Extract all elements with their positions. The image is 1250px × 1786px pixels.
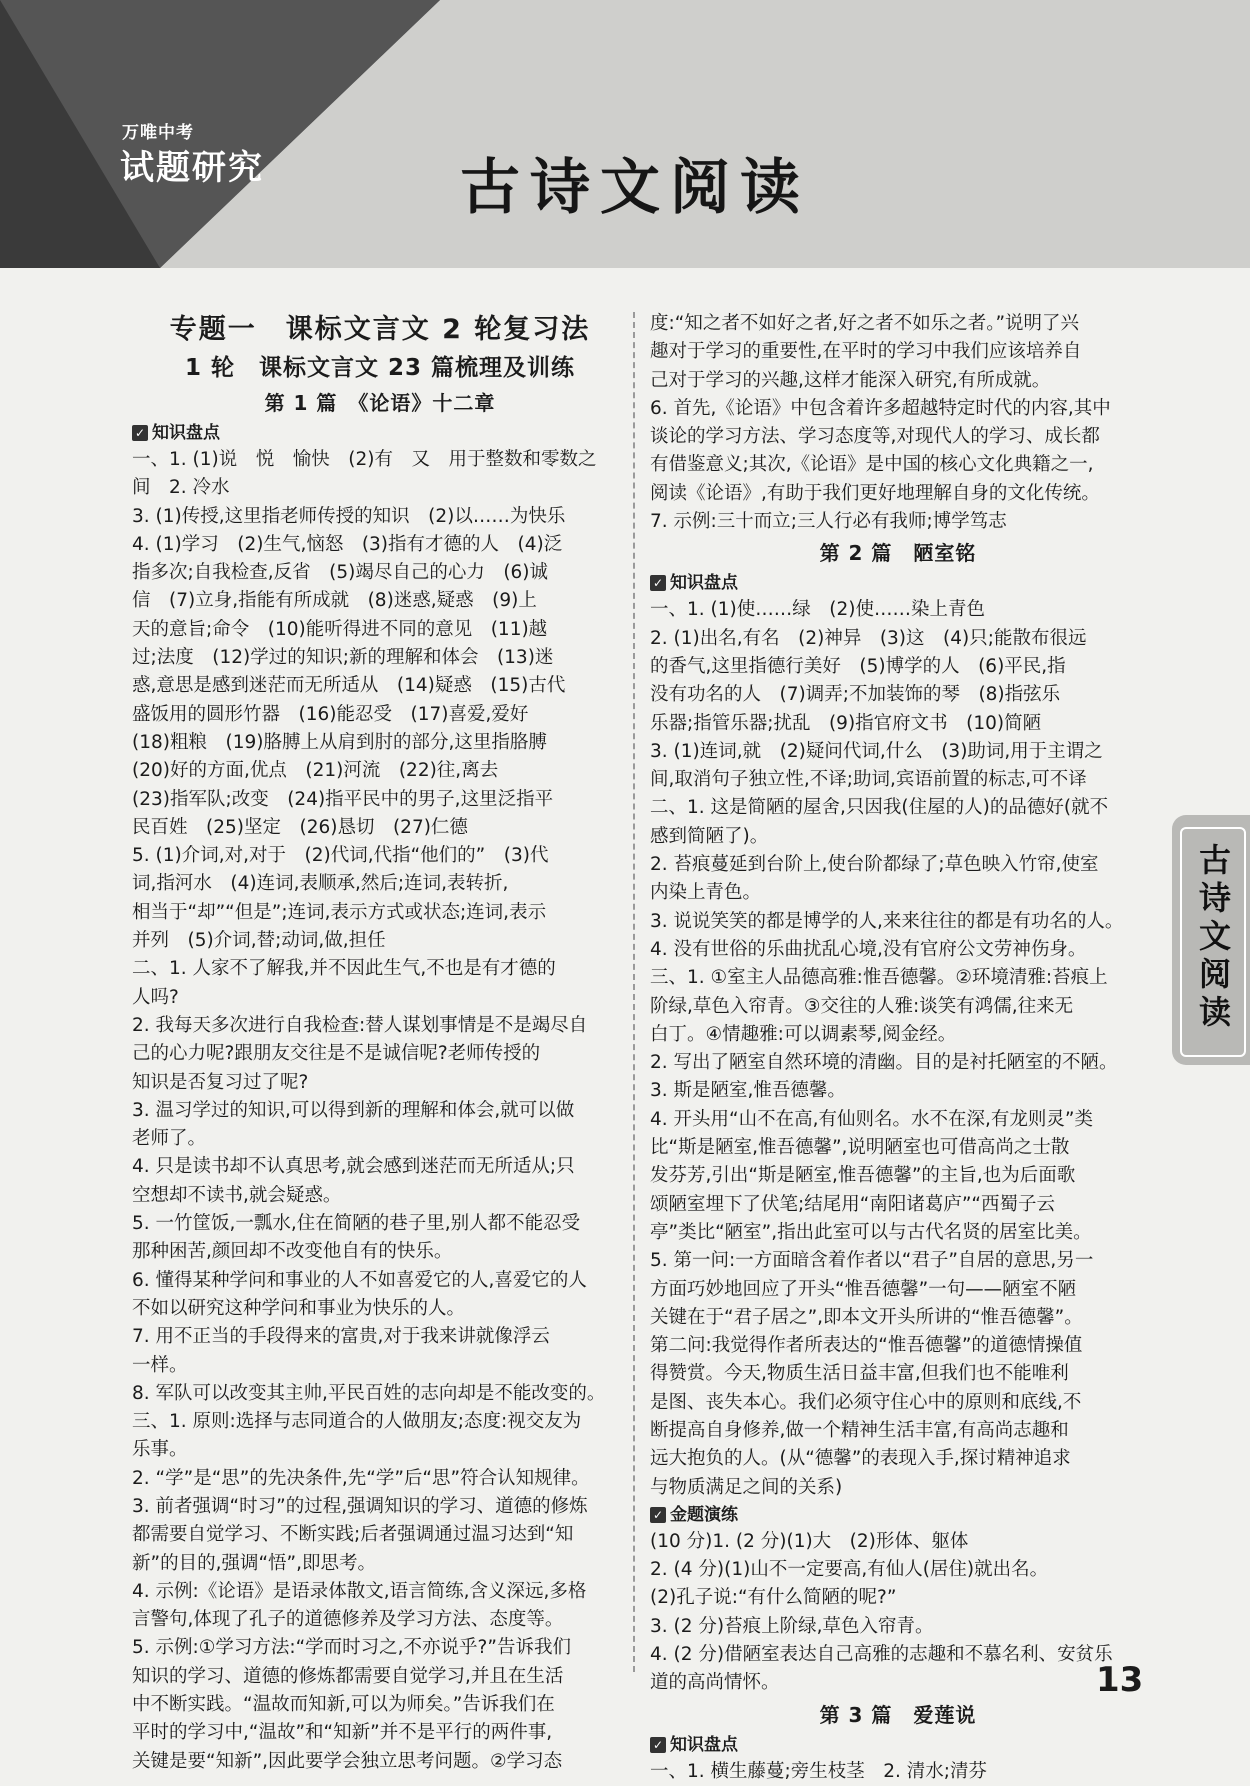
answer-line: 人吗? [132, 986, 179, 1008]
answer-line: 指多次;自我检查,反省 (5)竭尽自己的心力 (6)诚 [132, 562, 549, 584]
section-heading-2: 第 2 篇 陋室铭 [819, 541, 977, 566]
knowledge-label-text: 知识盘点 [670, 573, 738, 594]
answer-line: 信 (7)立身,指能有所成就 (8)迷惑,疑惑 (9)上 [132, 590, 537, 612]
answer-line: 3. 说说笑笑的都是博学的人,来来往往的都是有功名的人。 [650, 910, 1124, 932]
answer-line: 老师了。 [132, 1128, 207, 1150]
answer-line: 3. 斯是陋室,惟吾德馨。 [650, 1080, 846, 1102]
answer-line: 7. 用不正当的手段得来的富贵,对于我来讲就像浮云 [132, 1326, 550, 1348]
answer-line: 三、1. 原则:选择与志同道合的人做朋友;态度:视交友为 [132, 1411, 582, 1433]
answer-line: 2. (1)出名,有名 (2)神异 (3)这 (4)只;能散布很远 [650, 627, 1087, 649]
side-tab [1172, 815, 1250, 1065]
check-icon: ✓ [650, 1737, 666, 1753]
left-column [132, 310, 628, 1776]
answer-line: 己对于学习的兴趣,这样才能深入研究,有所成就。 [650, 369, 1051, 391]
answer-line: (2)孔子说:“有什么简陋的呢?” [650, 1587, 897, 1609]
answer-line: 亭”类比“陋室”,指出此室可以与古代名贤的居室比美。 [650, 1221, 1092, 1243]
answer-line: 关键是要“知新”,因此要学会独立思考问题。②学习态 [132, 1750, 563, 1772]
answer-line: 4. (2 分)借陋室表达自己高雅的志趣和不慕名利、安贫乐 [650, 1644, 1113, 1666]
answer-line: (23)指军队;改变 (24)指平民中的男子,这里泛指平 [132, 788, 554, 810]
round-heading: 1 轮 课标文言文 23 篇梳理及训练 [184, 355, 576, 381]
answer-line: 新”的目的,强调“悟”,即思考。 [132, 1552, 377, 1574]
answer-line: 间,取消句子独立性,不译;助词,宾语前置的标志,可不译 [650, 769, 1087, 791]
answer-line: 5. 一竹筐饭,一瓢水,住在简陋的巷子里,别人都不能忍受 [132, 1213, 581, 1235]
answer-line: 白丁。④情趣雅:可以调素琴,阅金经。 [650, 1023, 957, 1045]
answer-line: 一、1. 横生藤蔓;旁生枝茎 2. 清水;清芬 [650, 1760, 988, 1782]
answer-line: 己的心力呢?跟朋友交往是不是诚信呢?老师传授的 [132, 1043, 541, 1065]
brand-logo: 试题研究 [120, 148, 264, 188]
answer-line: 6. 懂得某种学问和事业的人不如喜爱它的人,喜爱它的人 [132, 1269, 587, 1291]
answer-line: 4. 只是读书却不认真思考,就会感到迷茫而无所适从;只 [132, 1156, 575, 1178]
answer-line: 比“斯是陋室,惟吾德馨”,说明陋室也可借高尚之士散 [650, 1137, 1070, 1159]
answer-line: 4. 示例:《论语》是语录体散文,语言简练,含义深远,多格 [132, 1580, 587, 1602]
answer-line: 三、1. ①室主人品德高雅:惟吾德馨。②环境清雅:苔痕上 [650, 967, 1108, 989]
answer-line: 乐事。 [132, 1439, 188, 1461]
answer-line: 阶绿,草色入帘青。③交往的人雅:谈笑有鸿儒,往来无 [650, 995, 1074, 1017]
answer-line: 空想却不读书,就会疑惑。 [132, 1184, 342, 1206]
knowledge-label [132, 420, 628, 446]
answer-line: 二、1. 人家不了解我,并不因此生气,不也是有才德的 [132, 958, 556, 980]
right-column [650, 310, 1146, 1786]
check-icon: ✓ [650, 1507, 666, 1523]
answer-line: 4. 开头用“山不在高,有仙则名。水不在深,有龙则灵”类 [650, 1108, 1093, 1130]
answer-line: 3. 前者强调“时习”的过程,强调知识的学习、道德的修炼 [132, 1495, 588, 1517]
answer-line: 知识的学习、道德的修炼都需要自觉学习,并且在生活 [132, 1665, 564, 1687]
answer-line: 关键在于“君子居之”,即本文开头所讲的“惟吾德馨”。 [650, 1306, 1083, 1328]
answer-line: 4. (1)学习 (2)生气,恼怒 (3)指有才德的人 (4)泛 [132, 533, 563, 555]
brand-small: 万唯中考 [122, 123, 194, 143]
answer-line: 方面巧妙地回应了开头“惟吾德馨”一句——陋室不陋 [650, 1278, 1077, 1300]
topic-heading: 专题一 课标文言文 2 轮复习法 [169, 314, 591, 345]
answer-line: 盛饭用的圆形竹器 (16)能忍受 (17)喜爱,爱好 [132, 703, 529, 725]
answer-line: 5. (1)介词,对,对于 (2)代词,代指“他们的” (3)代 [132, 845, 549, 867]
page-number: 13 [1096, 1660, 1144, 1700]
answer-line: 3. (1)传授,这里指老师传授的知识 (2)以……为快乐 [132, 505, 566, 527]
answer-line: 3. (2 分)苔痕上阶绿,草色入帘青。 [650, 1615, 934, 1637]
answer-line: 都需要自觉学习、不断实践;后者强调通过温习达到“知 [132, 1524, 574, 1546]
answer-line: 感到简陋了)。 [650, 825, 769, 847]
answer-line: 天的意旨;命令 (10)能听得进不同的意见 (11)越 [132, 618, 548, 640]
answer-line: 民百姓 (25)坚定 (26)恳切 (27)仁德 [132, 816, 468, 838]
answer-line: 得赞赏。今天,物质生活日益丰富,但我们也不能唯利 [650, 1363, 1069, 1385]
answer-line: 2. “学”是“思”的先决条件,先“学”后“思”符合认知规律。 [132, 1467, 590, 1489]
answer-line: 一样。 [132, 1354, 188, 1376]
answer-line: 的香气,这里指德行美好 (5)博学的人 (6)平民,指 [650, 655, 1066, 677]
answer-line: 6. 首先,《论语》中包含着许多超越特定时代的内容,其中 [650, 397, 1111, 419]
answer-line: (10 分)1. (2 分)(1)大 (2)形体、躯体 [650, 1530, 969, 1552]
answer-line: 惑,意思是感到迷茫而无所适从 (14)疑惑 (15)古代 [132, 675, 566, 697]
check-icon: ✓ [650, 575, 666, 591]
answer-line: 远大抱负的人。(从“德馨”的表现入手,探讨精神追求 [650, 1448, 1071, 1470]
check-icon: ✓ [132, 425, 148, 441]
answer-line: 4. 没有世俗的乐曲扰乱心境,没有官府公文劳神伤身。 [650, 938, 1087, 960]
right-answers-a [650, 310, 1146, 536]
answer-line: 内染上青色。 [650, 882, 762, 904]
answer-line: 没有功名的人 (7)调弄;不加装饰的琴 (8)指弦乐 [650, 684, 1061, 706]
answer-line: 2. 苔痕蔓延到台阶上,使台阶都绿了;草色映入竹帘,使室 [650, 854, 1099, 876]
answer-line: 第二问:我觉得作者所表达的“惟吾德馨”的道德情操值 [650, 1335, 1083, 1357]
right-answers-c [650, 1528, 1146, 1698]
answer-line: 颂陋室埋下了伏笔;结尾用“南阳诸葛庐”“西蜀子云 [650, 1193, 1055, 1215]
answer-line: 谈论的学习方法、学习态度等,对现代人的学习、成长都 [650, 426, 1100, 448]
answer-line: (20)好的方面,优点 (21)河流 (22)往,离去 [132, 760, 499, 782]
answer-line: 2. (4 分)(1)山不一定要高,有仙人(居住)就出名。 [650, 1559, 1049, 1581]
answer-line: 二、1. 这是简陋的屋舍,只因我(住屋的人)的品德好(就不 [650, 797, 1109, 819]
answer-line: 一、1. (1)说 悦 愉快 (2)有 又 用于整数和零数之 [132, 449, 597, 470]
side-tab-frame [1180, 827, 1246, 1057]
knowledge-label-text: 知识盘点 [152, 423, 220, 443]
answer-line: 那种困苦,颜回却不改变他自有的快乐。 [132, 1241, 453, 1263]
answer-line: 是图、丧失本心。我们必须守住心中的原则和底线,不 [650, 1391, 1082, 1413]
answer-line: 度:“知之者不如好之者,好之者不如乐之者。”说明了兴 [650, 313, 1080, 334]
answer-line: 一、1. (1)使……绿 (2)使……染上青色 [650, 599, 985, 621]
answer-line: 有借鉴意义;其次,《论语》是中国的核心文化典籍之一, [650, 454, 1094, 476]
right-answers-d [650, 1758, 1146, 1786]
answer-line: 知识是否复习过了呢? [132, 1071, 309, 1093]
right-answers-b [650, 596, 1146, 1502]
left-answers [132, 446, 628, 1776]
answer-line: 发芬芳,引出“斯是陋室,惟吾德馨”的主旨,也为后面歌 [650, 1165, 1076, 1187]
answer-line: 2. 我每天多次进行自我检查:替人谋划事情是不是竭尽自 [132, 1014, 588, 1036]
answer-line: 乐器;指管乐器;扰乱 (9)指官府文书 (10)简陋 [650, 712, 1042, 734]
knowledge-label [650, 570, 1146, 596]
side-tab-label: 古诗文阅读 [1194, 843, 1232, 1033]
column-divider [633, 312, 635, 1672]
knowledge-label [650, 1732, 1146, 1758]
answer-line: 趣对于学习的重要性,在平时的学习中我们应该培养自 [650, 341, 1082, 363]
page-header [0, 0, 1250, 268]
answer-line: 间 2. 冷水 [132, 477, 230, 499]
answer-line: 8. 军队可以改变其主帅,平民百姓的志向却是不能改变的。 [132, 1382, 606, 1404]
answer-line: 中不断实践。“温故而知新,可以为师矣。”告诉我们在 [132, 1694, 555, 1716]
answer-line: 阅读《论语》,有助于我们更好地理解自身的文化传统。 [650, 482, 1100, 504]
answer-line: 断提高自身修养,做一个精神生活丰富,有高尚志趣和 [650, 1419, 1069, 1441]
answer-line: 词,指河水 (4)连词,表顺承,然后;连词,表转折, [132, 873, 509, 895]
answer-line: 过;法度 (12)学过的知识;新的理解和体会 (13)迷 [132, 647, 554, 669]
answer-line: 平时的学习中,“温故”和“知新”并不是平行的两件事, [132, 1722, 553, 1744]
answer-line: 不如以研究这种学问和事业为快乐的人。 [132, 1297, 466, 1319]
answer-line: 3. (1)连词,就 (2)疑问代词,什么 (3)助词,用于主谓之 [650, 740, 1103, 762]
knowledge-label-text: 知识盘点 [670, 1734, 738, 1755]
answer-line: 并列 (5)介词,替;动词,做,担任 [132, 930, 386, 952]
section-heading-1: 第 1 篇 《论语》十二章 [264, 391, 496, 415]
answer-line: 5. 示例:①学习方法:“学而时习之,不亦说乎?”告诉我们 [132, 1637, 571, 1659]
answer-line: 相当于“却”“但是”;连词,表示方式或状态;连词,表示 [132, 901, 547, 923]
answer-line: (18)粗粮 (19)胳膊上从肩到肘的部分,这里指胳膊 [132, 731, 547, 753]
answer-line: 2. 写出了陋室自然环境的清幽。目的是衬托陋室的不陋。 [650, 1052, 1118, 1074]
answer-line: 言警句,体现了孔子的道德修养及学习方法、态度等。 [132, 1609, 564, 1631]
answer-line: 5. 第一问:一方面暗含着作者以“君子”自居的意思,另一 [650, 1250, 1094, 1272]
answer-line: 7. 示例:三十而立;三人行必有我师;博学笃志 [650, 511, 1007, 533]
section-heading-3: 第 3 篇 爱莲说 [819, 1702, 977, 1727]
exam-label-text: 金题演练 [670, 1504, 738, 1525]
answer-line: 道的高尚情怀。 [650, 1672, 780, 1694]
answer-line: 与物质满足之间的关系) [650, 1476, 843, 1498]
exam-label [650, 1502, 1146, 1528]
answer-line: 3. 温习学过的知识,可以得到新的理解和体会,就可以做 [132, 1099, 575, 1121]
page-title: 古诗文阅读 [460, 153, 810, 223]
